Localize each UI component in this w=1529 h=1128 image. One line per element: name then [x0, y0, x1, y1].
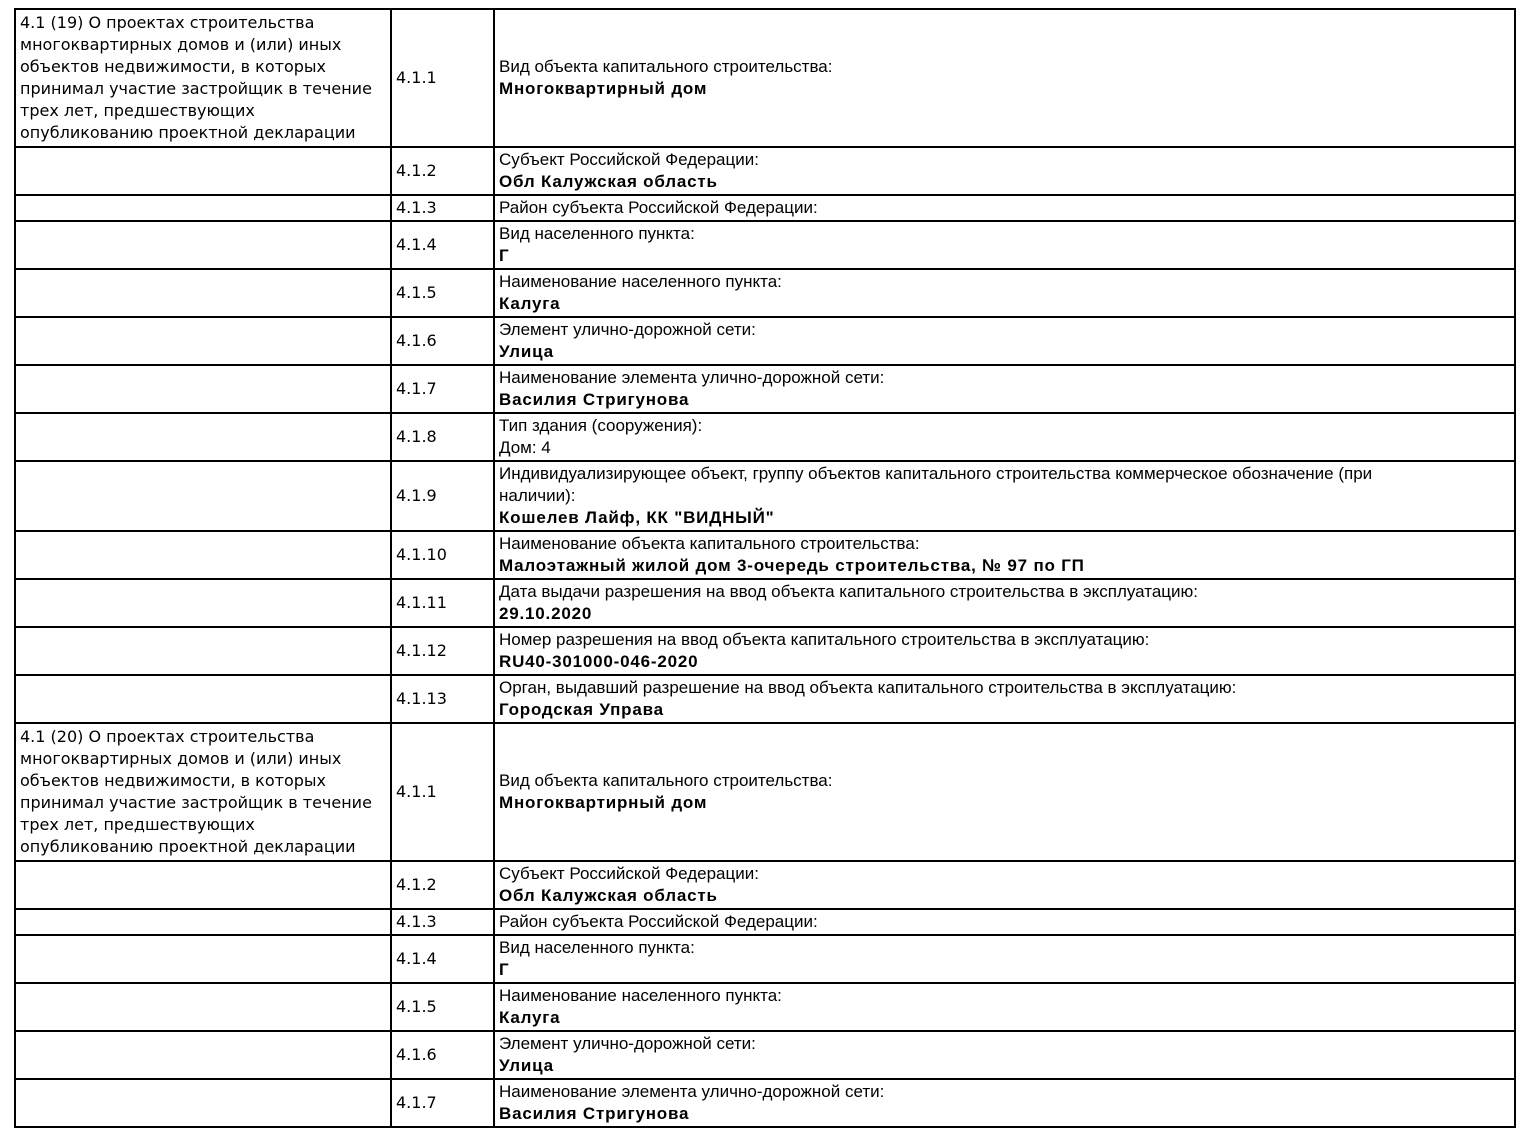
table-row — [15, 675, 1515, 723]
field-value: Обл Калужская область — [499, 886, 718, 905]
field-value: Калуга — [499, 294, 561, 313]
field-label: Вид объекта капитального строительства: — [499, 57, 833, 76]
field-value: Г — [499, 246, 510, 265]
field-cell — [494, 1079, 1515, 1127]
section-description-cell — [15, 723, 391, 861]
table-row — [15, 195, 1515, 221]
field-value: Дом: 4 — [499, 438, 551, 457]
table-row — [15, 461, 1515, 531]
table-row — [15, 723, 1515, 861]
field-cell — [494, 461, 1515, 531]
table-row — [15, 221, 1515, 269]
table-row — [15, 935, 1515, 983]
row-code-cell: 4.1.3 — [391, 195, 494, 221]
field-cell — [494, 365, 1515, 413]
field-label: Наименование объекта капитального строительства: — [499, 534, 920, 553]
section-description-cell — [15, 413, 391, 461]
field-cell — [494, 861, 1515, 909]
field-cell — [494, 935, 1515, 983]
field-label: Вид населенного пункта: — [499, 224, 695, 243]
row-code-cell: 4.1.1 — [391, 9, 494, 147]
row-code-cell: 4.1.1 — [391, 723, 494, 861]
table-row — [15, 983, 1515, 1031]
section-title: 4.1 (19) О проектах строительства многоквартирных домов и (или) иных объектов недвижимости, в которых принимал участие застройщик в течение трех лет, предшествующих опубликованию проектной декларации — [20, 13, 372, 142]
row-code-cell: 4.1.9 — [391, 461, 494, 531]
section-description-cell — [15, 365, 391, 413]
field-value: Многоквартирный дом — [499, 79, 708, 98]
field-value: Калуга — [499, 1008, 561, 1027]
declaration-table — [14, 8, 1516, 1128]
section-description-cell — [15, 579, 391, 627]
field-value: 29.10.2020 — [499, 604, 593, 623]
section-description-cell — [15, 195, 391, 221]
row-code-cell: 4.1.7 — [391, 1079, 494, 1127]
field-value: Улица — [499, 1056, 554, 1075]
table-row — [15, 365, 1515, 413]
field-label: Наименование населенного пункта: — [499, 272, 782, 291]
field-value: Многоквартирный дом — [499, 793, 708, 812]
field-label: Район субъекта Российской Федерации: — [499, 912, 818, 931]
table-row — [15, 531, 1515, 579]
section-description-cell — [15, 221, 391, 269]
row-code-cell: 4.1.7 — [391, 365, 494, 413]
table-row — [15, 1031, 1515, 1079]
section-description-cell — [15, 531, 391, 579]
row-code-cell: 4.1.2 — [391, 147, 494, 195]
field-cell — [494, 147, 1515, 195]
field-cell — [494, 317, 1515, 365]
field-value: Кошелев Лайф, КК "ВИДНЫЙ" — [499, 508, 775, 527]
section-description-cell — [15, 627, 391, 675]
field-label: Орган, выдавший разрешение на ввод объекта капитального строительства в эксплуатацию: — [499, 678, 1237, 697]
row-code-cell: 4.1.8 — [391, 413, 494, 461]
field-label: Наименование элемента улично-дорожной сети: — [499, 1082, 885, 1101]
row-code-cell: 4.1.10 — [391, 531, 494, 579]
field-label: Вид населенного пункта: — [499, 938, 695, 957]
table-row — [15, 413, 1515, 461]
section-description-cell — [15, 9, 391, 147]
field-cell — [494, 723, 1515, 861]
section-description-cell — [15, 909, 391, 935]
field-label: Вид объекта капитального строительства: — [499, 771, 833, 790]
section-description-cell — [15, 983, 391, 1031]
field-label: Элемент улично-дорожной сети: — [499, 1034, 756, 1053]
table-row — [15, 627, 1515, 675]
field-label: Наименование населенного пункта: — [499, 986, 782, 1005]
field-value: Малоэтажный жилой дом 3-очередь строительства, № 97 по ГП — [499, 556, 1085, 575]
field-label: Район субъекта Российской Федерации: — [499, 198, 818, 217]
section-description-cell — [15, 675, 391, 723]
section-description-cell — [15, 861, 391, 909]
row-code-cell: 4.1.3 — [391, 909, 494, 935]
table-row — [15, 269, 1515, 317]
field-cell — [494, 909, 1515, 935]
field-label: Дата выдачи разрешения на ввод объекта капитального строительства в эксплуатацию: — [499, 582, 1199, 601]
row-code-cell: 4.1.5 — [391, 983, 494, 1031]
field-cell — [494, 675, 1515, 723]
field-label: Субъект Российской Федерации: — [499, 150, 759, 169]
section-description-cell — [15, 147, 391, 195]
section-title: 4.1 (20) О проектах строительства многоквартирных домов и (или) иных объектов недвижимости, в которых принимал участие застройщик в течение трех лет, предшествующих опубликованию проектной декларации — [20, 727, 372, 856]
field-label: Индивидуализирующее объект, группу объектов капитального строительства коммерческое обозначение (при наличии): — [499, 464, 1373, 505]
field-cell — [494, 195, 1515, 221]
row-code-cell: 4.1.2 — [391, 861, 494, 909]
row-code-cell: 4.1.11 — [391, 579, 494, 627]
section-description-cell — [15, 935, 391, 983]
section-description-cell — [15, 269, 391, 317]
table-row — [15, 9, 1515, 147]
row-code-cell: 4.1.4 — [391, 221, 494, 269]
section-description-cell — [15, 1031, 391, 1079]
field-cell — [494, 1031, 1515, 1079]
field-cell — [494, 627, 1515, 675]
field-cell — [494, 983, 1515, 1031]
field-cell — [494, 579, 1515, 627]
table-row — [15, 909, 1515, 935]
table-row — [15, 861, 1515, 909]
field-cell — [494, 221, 1515, 269]
field-label: Тип здания (сооружения): — [499, 416, 703, 435]
section-description-cell — [15, 1079, 391, 1127]
field-value: RU40-301000-046-2020 — [499, 652, 699, 671]
field-label: Номер разрешения на ввод объекта капитального строительства в эксплуатацию: — [499, 630, 1150, 649]
field-value: Обл Калужская область — [499, 172, 718, 191]
field-value: Василия Стригунова — [499, 1104, 690, 1123]
row-code-cell: 4.1.4 — [391, 935, 494, 983]
row-code-cell: 4.1.13 — [391, 675, 494, 723]
table-row — [15, 317, 1515, 365]
field-label: Элемент улично-дорожной сети: — [499, 320, 756, 339]
table-row — [15, 579, 1515, 627]
field-label: Субъект Российской Федерации: — [499, 864, 759, 883]
section-description-cell — [15, 461, 391, 531]
field-cell — [494, 531, 1515, 579]
field-label: Наименование элемента улично-дорожной сети: — [499, 368, 885, 387]
field-value: Улица — [499, 342, 554, 361]
field-value: Городская Управа — [499, 700, 664, 719]
row-code-cell: 4.1.5 — [391, 269, 494, 317]
field-cell — [494, 413, 1515, 461]
table-row — [15, 1079, 1515, 1127]
section-description-cell — [15, 317, 391, 365]
row-code-cell: 4.1.6 — [391, 317, 494, 365]
table-row — [15, 147, 1515, 195]
field-value: Г — [499, 960, 510, 979]
row-code-cell: 4.1.12 — [391, 627, 494, 675]
field-cell — [494, 9, 1515, 147]
field-value: Василия Стригунова — [499, 390, 690, 409]
row-code-cell: 4.1.6 — [391, 1031, 494, 1079]
field-cell — [494, 269, 1515, 317]
